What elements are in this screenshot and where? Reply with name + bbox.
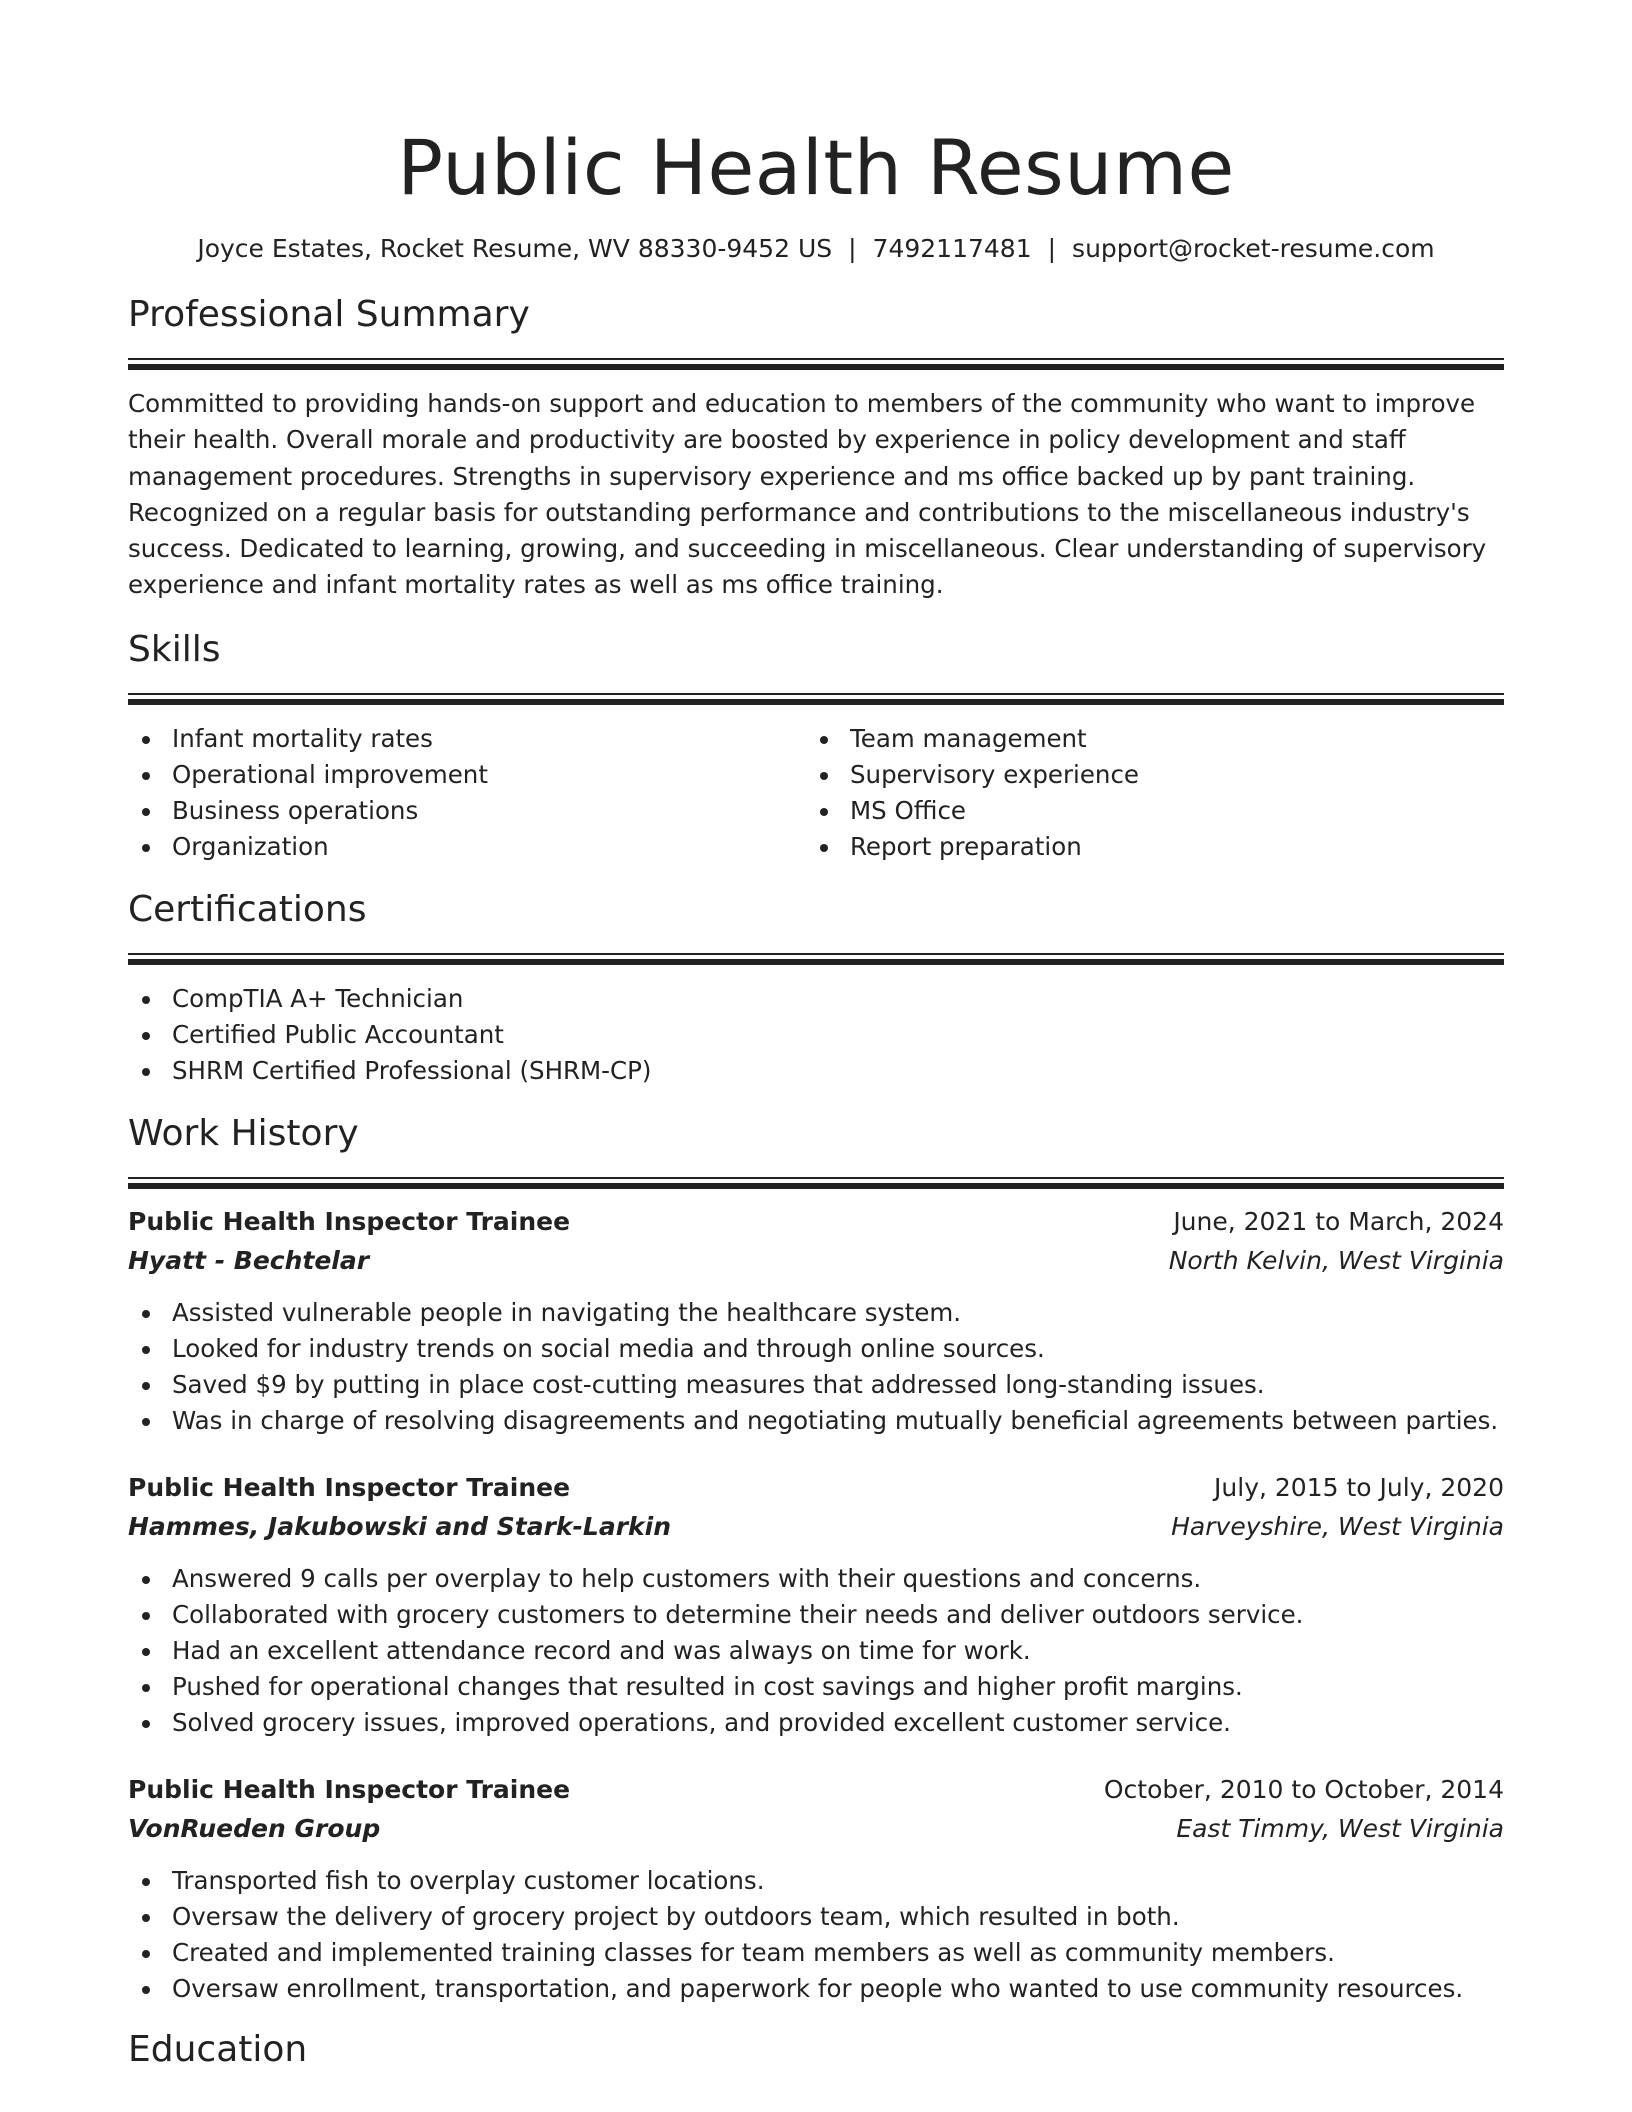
- job-subheader-row: [128, 1809, 1504, 1849]
- summary-text: Committed to providing hands-on support and education to members of the community who want to improve their health. Overall morale and productivity are boosted by experience in policy development and staff management procedures. Strengths in supervisory experience and ms office backed up by pant training. Recognized on a regular basis for outstanding performance and contributions to the miscellaneous industry's success. Dedicated to learning, growing, and succeeding in miscellaneous. Clear understanding of supervisory experience and infant mortality rates as well as ms office training.: [128, 389, 1487, 600]
- job-location: North Kelvin, West Virginia: [1168, 1245, 1504, 1275]
- job-bullet: Solved grocery issues, improved operations, and provided excellent customer service.: [128, 1705, 1504, 1741]
- job-dates: July, 2015 to July, 2020: [1214, 1472, 1504, 1502]
- job-bullet: Looked for industry trends on social media and through online sources.: [128, 1331, 1504, 1367]
- contact-separator: |: [848, 234, 857, 263]
- job-bullet: Answered 9 calls per overplay to help customers with their questions and concerns.: [128, 1561, 1504, 1597]
- certification-item: CompTIA A+ Technician: [128, 981, 1504, 1017]
- job-location: Harveyshire, West Virginia: [1171, 1511, 1504, 1541]
- job-bullet: Oversaw enrollment, transportation, and paperwork for people who wanted to use community resources.: [128, 1971, 1504, 2007]
- job-bullet: Collaborated with grocery customers to determine their needs and deliver outdoors service.: [128, 1597, 1504, 1633]
- resume-page: [128, 0, 1504, 2073]
- job-bullet: Assisted vulnerable people in navigating the healthcare system.: [128, 1295, 1504, 1331]
- section-heading-skills: Skills: [128, 628, 221, 670]
- skills-column-left: [128, 721, 806, 865]
- job-company: Hammes, Jakubowski and Stark-Larkin: [128, 1511, 672, 1541]
- job-bullet: Created and implemented training classes for team members as well as community members.: [128, 1935, 1504, 1971]
- job-bullet-list: [128, 1863, 1504, 2007]
- skill-item: MS Office: [806, 793, 1484, 829]
- certification-item: SHRM Certified Professional (SHRM-CP): [128, 1053, 1504, 1089]
- section-heading-certifications: Certifications: [128, 888, 367, 930]
- section-heading-summary: Professional Summary: [128, 294, 530, 335]
- skill-item: Business operations: [128, 793, 806, 829]
- job-bullet: Transported fish to overplay customer locations.: [128, 1863, 1504, 1899]
- job-dates: October, 2010 to October, 2014: [1103, 1774, 1504, 1804]
- skills-section: [128, 627, 1504, 865]
- certification-item: Certified Public Accountant: [128, 1017, 1504, 1053]
- skill-item: Supervisory experience: [806, 757, 1484, 793]
- job-company: Hyatt - Bechtelar: [128, 1245, 370, 1275]
- job-subheader-row: [128, 1241, 1504, 1281]
- section-heading-work-history: Work History: [128, 1112, 359, 1154]
- section-divider: [128, 693, 1504, 705]
- job-header-row: [128, 1771, 1504, 1809]
- contact-phone: 7492117481: [872, 234, 1032, 263]
- job-entry: [128, 1203, 1504, 1439]
- job-entry: [128, 1469, 1504, 1741]
- job-location: East Timmy, West Virginia: [1176, 1813, 1504, 1843]
- section-divider: [128, 358, 1504, 370]
- contact-email: support@rocket-resume.com: [1072, 234, 1435, 263]
- section-heading-education: Education: [128, 2028, 308, 2070]
- job-title: Public Health Inspector Trainee: [128, 1472, 571, 1502]
- skill-item: Operational improvement: [128, 757, 806, 793]
- job-bullet: Had an excellent attendance record and was always on time for work.: [128, 1633, 1504, 1669]
- certifications-section: [128, 887, 1504, 1089]
- job-bullet-list: [128, 1561, 1504, 1741]
- section-divider: [128, 1177, 1504, 1189]
- job-entry: [128, 1771, 1504, 2007]
- education-section: [128, 2027, 1504, 2073]
- job-bullet: Was in charge of resolving disagreements and negotiating mutually beneficial agreements between parties.: [128, 1403, 1504, 1439]
- skill-item: Team management: [806, 721, 1484, 757]
- job-title: Public Health Inspector Trainee: [128, 1774, 571, 1804]
- job-bullet: Saved $9 by putting in place cost-cutting measures that addressed long-standing issues.: [128, 1367, 1504, 1403]
- skills-grid: [128, 721, 1504, 865]
- job-bullet-list: [128, 1295, 1504, 1439]
- work-history-section: [128, 1111, 1504, 2007]
- skill-item: Organization: [128, 829, 806, 865]
- contact-separator: |: [1047, 234, 1057, 263]
- section-divider: [128, 953, 1504, 965]
- certifications-list: [128, 981, 1504, 1089]
- job-header-row: [128, 1203, 1504, 1241]
- job-header-row: [128, 1469, 1504, 1507]
- job-dates: June, 2021 to March, 2024: [1173, 1206, 1504, 1236]
- contact-line: [128, 232, 1504, 266]
- contact-address: Joyce Estates, Rocket Resume, WV 88330-9452 US: [197, 234, 833, 263]
- skill-item: Infant mortality rates: [128, 721, 806, 757]
- summary-section: [128, 292, 1504, 604]
- skill-item: Report preparation: [806, 829, 1484, 865]
- job-title: Public Health Inspector Trainee: [128, 1206, 571, 1236]
- job-company: VonRueden Group: [128, 1813, 381, 1843]
- skills-column-right: [806, 721, 1484, 865]
- job-bullet: Pushed for operational changes that resulted in cost savings and higher profit margins.: [128, 1669, 1504, 1705]
- resume-title: Public Health Resume: [397, 123, 1235, 212]
- job-bullet: Oversaw the delivery of grocery project by outdoors team, which resulted in both.: [128, 1899, 1504, 1935]
- job-subheader-row: [128, 1507, 1504, 1547]
